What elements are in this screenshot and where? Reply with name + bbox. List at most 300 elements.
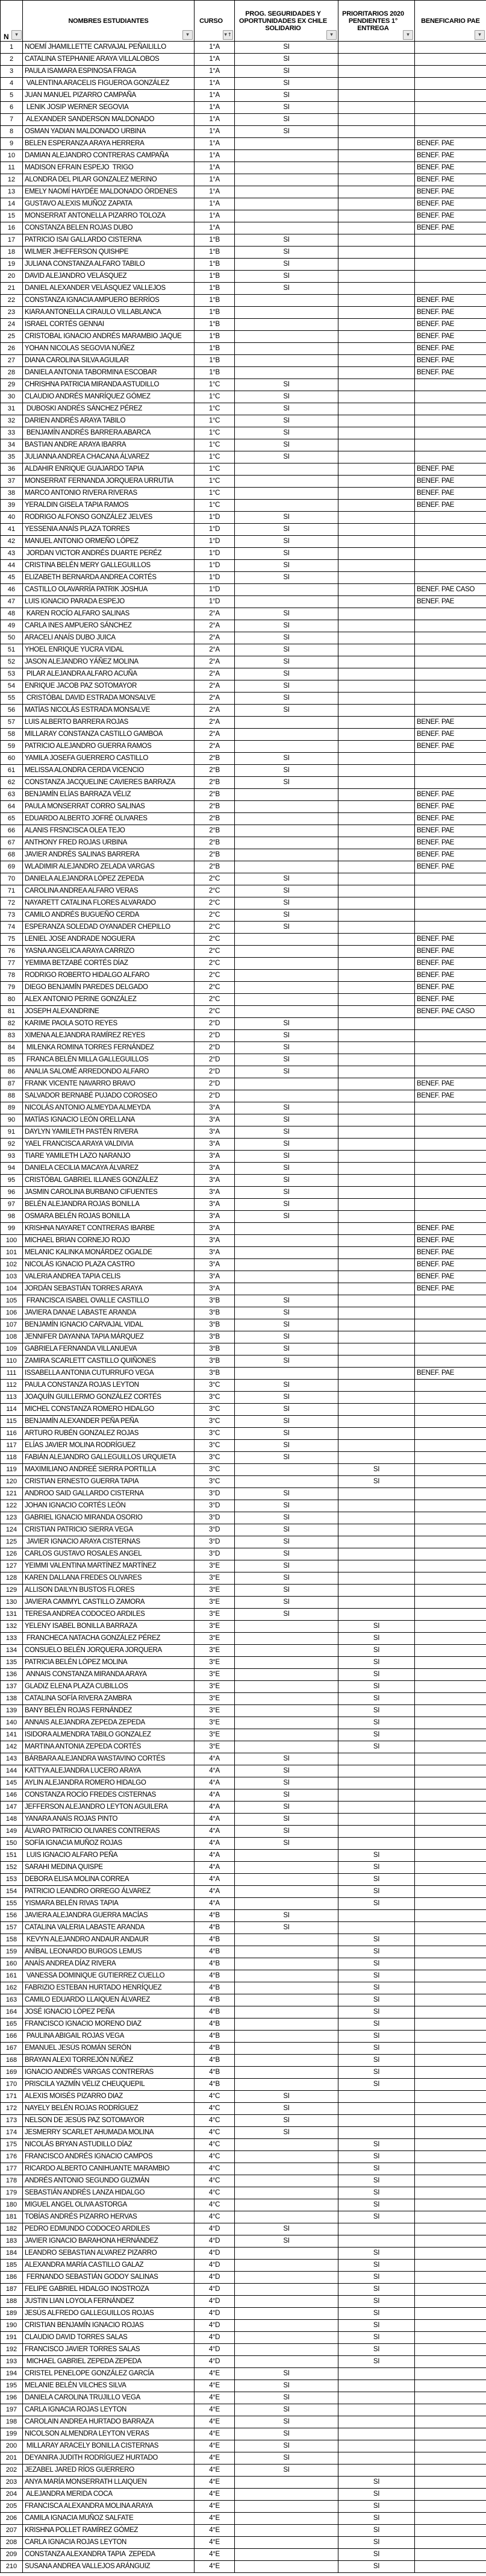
- row-number-cell[interactable]: 73: [1, 909, 23, 922]
- beneficiario-pae-cell[interactable]: [415, 1753, 486, 1765]
- curso-cell[interactable]: 3°E: [195, 1669, 235, 1681]
- curso-cell[interactable]: 4°E: [195, 2416, 235, 2428]
- beneficiario-pae-cell[interactable]: [415, 1958, 486, 1970]
- student-name-cell[interactable]: YHOEL ENRIQUE YUCRA VIDAL: [23, 644, 195, 656]
- prog-solidario-cell[interactable]: [235, 2537, 338, 2549]
- curso-cell[interactable]: 3°D: [195, 1512, 235, 1524]
- row-number-cell[interactable]: 175: [1, 2139, 23, 2151]
- prog-solidario-cell[interactable]: SI: [235, 2380, 338, 2392]
- beneficiario-pae-cell[interactable]: [415, 2440, 486, 2452]
- prioritarios-cell[interactable]: [338, 343, 415, 355]
- prog-solidario-cell[interactable]: SI: [235, 2235, 338, 2248]
- prog-solidario-cell[interactable]: [235, 1090, 338, 1102]
- beneficiario-pae-cell[interactable]: [415, 1970, 486, 1982]
- prioritarios-cell[interactable]: [338, 693, 415, 705]
- prog-solidario-cell[interactable]: SI: [235, 2440, 338, 2452]
- student-name-cell[interactable]: BELEN ESPERANZA ARAYA HERRERA: [23, 138, 195, 150]
- student-name-cell[interactable]: JAVIER IGNACIO ARAYA CISTERNAS: [23, 1536, 195, 1548]
- student-name-cell[interactable]: FRANCISCA ISABEL OVALLE CASTILLO: [23, 1295, 195, 1307]
- student-name-cell[interactable]: OSMAN YADIAN MALDONADO URBINA: [23, 126, 195, 138]
- student-name-cell[interactable]: YELENY ISABEL BONILLA BARRAZA: [23, 1621, 195, 1633]
- student-name-cell[interactable]: KAREN ROCÍO ALFARO SALINAS: [23, 608, 195, 620]
- row-number-cell[interactable]: 185: [1, 2260, 23, 2272]
- prioritarios-cell[interactable]: SI: [338, 2260, 415, 2272]
- student-name-cell[interactable]: CARLA INES AMPUERO SÁNCHEZ: [23, 620, 195, 632]
- row-number-cell[interactable]: 121: [1, 1488, 23, 1500]
- row-number-cell[interactable]: 19: [1, 259, 23, 271]
- student-name-cell[interactable]: CAROLINA ANDREA ALFARO VERAS: [23, 885, 195, 897]
- row-number-cell[interactable]: 135: [1, 1657, 23, 1669]
- student-name-cell[interactable]: ANDROO SAID GALLARDO CISTERNA: [23, 1488, 195, 1500]
- row-number-cell[interactable]: 128: [1, 1572, 23, 1585]
- beneficiario-pae-cell[interactable]: BENEF. PAE: [415, 367, 486, 379]
- row-number-cell[interactable]: 11: [1, 162, 23, 174]
- curso-cell[interactable]: 1°A: [195, 78, 235, 90]
- prog-solidario-cell[interactable]: SI: [235, 427, 338, 439]
- curso-cell[interactable]: 4°D: [195, 2320, 235, 2332]
- prioritarios-cell[interactable]: [338, 54, 415, 66]
- student-name-cell[interactable]: JAVIER IGNACIO BARAHONA HERNÁNDEZ: [23, 2235, 195, 2248]
- curso-cell[interactable]: 4°E: [195, 2525, 235, 2537]
- prog-solidario-cell[interactable]: SI: [235, 512, 338, 524]
- curso-sort-filter-button[interactable]: ▾ ↑: [223, 30, 233, 40]
- curso-cell[interactable]: 4°C: [195, 2115, 235, 2127]
- curso-cell[interactable]: 1°C: [195, 415, 235, 427]
- student-name-cell[interactable]: MILLARAY CONSTANZA CASTILLO GAMBOA: [23, 729, 195, 741]
- row-number-cell[interactable]: 115: [1, 1416, 23, 1428]
- prog-solidario-cell[interactable]: SI: [235, 2392, 338, 2404]
- curso-cell[interactable]: 4°E: [195, 2501, 235, 2513]
- row-number-cell[interactable]: 173: [1, 2115, 23, 2127]
- prog-solidario-cell[interactable]: SI: [235, 1753, 338, 1765]
- student-name-cell[interactable]: CATALINA STEPHANIE ARAYA VILLALOBOS: [23, 54, 195, 66]
- student-name-cell[interactable]: CRISTIAN ERNESTO GUERRA TAPIA: [23, 1476, 195, 1488]
- beneficiario-pae-cell[interactable]: [415, 1440, 486, 1452]
- row-number-cell[interactable]: 71: [1, 885, 23, 897]
- curso-cell[interactable]: 3°A: [195, 1151, 235, 1163]
- beneficiario-pae-cell[interactable]: [415, 1139, 486, 1151]
- beneficiario-pae-cell[interactable]: BENEF. PAE: [415, 222, 486, 234]
- beneficiario-pae-cell[interactable]: BENEF. PAE: [415, 343, 486, 355]
- student-name-cell[interactable]: WLADIMIR ALEJANDRO ZELADA VARGAS: [23, 861, 195, 873]
- row-number-cell[interactable]: 172: [1, 2103, 23, 2115]
- prog-solidario-cell[interactable]: [235, 2079, 338, 2091]
- student-name-cell[interactable]: DANIELA CECILIA MACAYA ÁLVAREZ: [23, 1163, 195, 1175]
- curso-cell[interactable]: 2°A: [195, 632, 235, 644]
- prioritarios-cell[interactable]: [338, 1765, 415, 1777]
- beneficiario-pae-cell[interactable]: [415, 2296, 486, 2308]
- prog-solidario-cell[interactable]: [235, 1693, 338, 1705]
- prioritarios-cell[interactable]: [338, 982, 415, 994]
- prioritarios-cell[interactable]: [338, 1488, 415, 1500]
- student-name-cell[interactable]: YANARA ANAÍS ROJAS PINTO: [23, 1814, 195, 1826]
- student-name-cell[interactable]: ALANIS FRSNCISCA OLEA TEJO: [23, 825, 195, 837]
- row-number-cell[interactable]: 49: [1, 620, 23, 632]
- curso-cell[interactable]: 2°C: [195, 909, 235, 922]
- curso-cell[interactable]: 1°C: [195, 379, 235, 391]
- student-name-cell[interactable]: MATÍAS IGNACIO LEÓN ORELLANA: [23, 1114, 195, 1126]
- student-name-cell[interactable]: DANIELA CAROLINA TRUJILLO VEGA: [23, 2392, 195, 2404]
- student-name-cell[interactable]: KATTYA ALEJANDRA LUCERO ARAYA: [23, 1765, 195, 1777]
- prioritarios-cell[interactable]: [338, 415, 415, 427]
- curso-cell[interactable]: 4°E: [195, 2428, 235, 2440]
- curso-cell[interactable]: 2°C: [195, 885, 235, 897]
- student-name-cell[interactable]: SUSANA ANDREA VALLEJOS ARÁNGUIZ: [23, 2561, 195, 2573]
- row-number-cell[interactable]: 33: [1, 427, 23, 439]
- student-name-cell[interactable]: DAMIAN ALEJANDRO CONTRERAS CAMPAÑA: [23, 150, 195, 162]
- curso-cell[interactable]: 1°A: [195, 126, 235, 138]
- beneficiario-pae-cell[interactable]: [415, 1838, 486, 1850]
- row-number-cell[interactable]: 191: [1, 2332, 23, 2344]
- student-name-cell[interactable]: MICHAEL GABRIEL ZEPEDA ZEPEDA: [23, 2356, 195, 2368]
- beneficiario-pae-cell[interactable]: [415, 2103, 486, 2115]
- beneficiario-pae-cell[interactable]: [415, 632, 486, 644]
- student-name-cell[interactable]: DAYLYN YAMILETH PASTÉN RIVERA: [23, 1126, 195, 1139]
- prioritarios-cell[interactable]: [338, 186, 415, 198]
- row-number-cell[interactable]: 116: [1, 1428, 23, 1440]
- prog-solidario-cell[interactable]: SI: [235, 126, 338, 138]
- prioritarios-cell[interactable]: [338, 1343, 415, 1356]
- beneficiario-pae-cell[interactable]: [415, 2525, 486, 2537]
- curso-cell[interactable]: 3°B: [195, 1319, 235, 1331]
- prioritarios-cell[interactable]: SI: [338, 2187, 415, 2199]
- prioritarios-cell[interactable]: [338, 367, 415, 379]
- curso-cell[interactable]: 2°A: [195, 693, 235, 705]
- row-number-cell[interactable]: 122: [1, 1500, 23, 1512]
- prog-solidario-cell[interactable]: [235, 2175, 338, 2187]
- row-number-cell[interactable]: 48: [1, 608, 23, 620]
- row-number-cell[interactable]: 125: [1, 1536, 23, 1548]
- beneficiario-pae-cell[interactable]: [415, 897, 486, 909]
- row-number-cell[interactable]: 156: [1, 1910, 23, 1922]
- beneficiario-pae-cell[interactable]: [415, 1042, 486, 1054]
- prog-solidario-cell[interactable]: SI: [235, 1814, 338, 1826]
- student-name-cell[interactable]: SARAHI MEDINA QUISPE: [23, 1862, 195, 1874]
- row-number-cell[interactable]: 198: [1, 2416, 23, 2428]
- student-name-cell[interactable]: ARTURO RUBÉN GONZALEZ ROJAS: [23, 1428, 195, 1440]
- row-number-cell[interactable]: 170: [1, 2079, 23, 2091]
- student-name-cell[interactable]: ALEJANDRA MERIDA COCA: [23, 2489, 195, 2501]
- beneficiario-pae-cell[interactable]: [415, 2272, 486, 2284]
- student-name-cell[interactable]: FRANCA BELÉN MILLA GALLEGUILLOS: [23, 1054, 195, 1066]
- student-name-cell[interactable]: RODRIGO ALFONSO GONZÁLEZ JELVES: [23, 512, 195, 524]
- curso-cell[interactable]: 2°C: [195, 970, 235, 982]
- student-name-cell[interactable]: DANIEL ALEXANDER VELÁSQUEZ VALLEJOS: [23, 283, 195, 295]
- row-number-cell[interactable]: 16: [1, 222, 23, 234]
- prioritarios-cell[interactable]: [338, 922, 415, 934]
- prog-solidario-cell[interactable]: [235, 367, 338, 379]
- curso-cell[interactable]: 4°A: [195, 1826, 235, 1838]
- row-number-cell[interactable]: 88: [1, 1090, 23, 1102]
- prog-solidario-cell[interactable]: SI: [235, 114, 338, 126]
- row-number-cell[interactable]: 83: [1, 1030, 23, 1042]
- student-name-cell[interactable]: KEVYN ALEJANDRO ANDAUR ANDAUR: [23, 1934, 195, 1946]
- prog-solidario-cell[interactable]: [235, 2199, 338, 2211]
- beneficiario-pae-cell[interactable]: [415, 2380, 486, 2392]
- student-name-cell[interactable]: JULIANA CONSTANZA ALFARO TABILO: [23, 259, 195, 271]
- beneficiario-pae-cell[interactable]: BENEF. PAE: [415, 801, 486, 813]
- prioritarios-cell[interactable]: [338, 2223, 415, 2235]
- row-number-cell[interactable]: 75: [1, 934, 23, 946]
- prioritarios-cell[interactable]: [338, 150, 415, 162]
- prog-solidario-cell[interactable]: SI: [235, 1488, 338, 1500]
- curso-cell[interactable]: 2°B: [195, 753, 235, 765]
- prog-solidario-cell[interactable]: [235, 958, 338, 970]
- prog-solidario-cell[interactable]: [235, 837, 338, 849]
- curso-cell[interactable]: 1°B: [195, 307, 235, 319]
- curso-cell[interactable]: 1°D: [195, 596, 235, 608]
- prioritarios-cell[interactable]: [338, 78, 415, 90]
- student-name-cell[interactable]: GUSTAVO ALEXIS MUÑOZ ZAPATA: [23, 198, 195, 210]
- prioritarios-cell[interactable]: [338, 1114, 415, 1126]
- student-name-cell[interactable]: SEBASTIÁN ANDRÉS LANZA HIDALGO: [23, 2187, 195, 2199]
- curso-cell[interactable]: 1°A: [195, 186, 235, 198]
- prog-solidario-cell[interactable]: SI: [235, 1054, 338, 1066]
- prioritarios-cell[interactable]: [338, 2392, 415, 2404]
- prioritarios-cell[interactable]: [338, 861, 415, 873]
- prog-solidario-cell[interactable]: SI: [235, 909, 338, 922]
- prioritarios-cell[interactable]: [338, 1066, 415, 1078]
- prioritarios-cell[interactable]: SI: [338, 1693, 415, 1705]
- curso-cell[interactable]: 2°C: [195, 946, 235, 958]
- prioritarios-cell[interactable]: [338, 1139, 415, 1151]
- curso-cell[interactable]: 4°E: [195, 2561, 235, 2573]
- prog-solidario-cell[interactable]: SI: [235, 439, 338, 451]
- curso-cell[interactable]: 1°C: [195, 476, 235, 488]
- curso-cell[interactable]: 4°E: [195, 2537, 235, 2549]
- beneficiario-pae-cell[interactable]: [415, 271, 486, 283]
- beneficiario-pae-cell[interactable]: BENEF. PAE: [415, 319, 486, 331]
- student-name-cell[interactable]: MICHAEL BRIAN CORNEJO ROJO: [23, 1235, 195, 1247]
- row-number-cell[interactable]: 165: [1, 2018, 23, 2031]
- prog-solidario-cell[interactable]: [235, 2561, 338, 2573]
- beneficiario-pae-cell[interactable]: [415, 536, 486, 548]
- row-number-cell[interactable]: 26: [1, 343, 23, 355]
- prog-solidario-cell[interactable]: SI: [235, 620, 338, 632]
- beneficiario-pae-cell[interactable]: [415, 391, 486, 403]
- row-number-cell[interactable]: 93: [1, 1151, 23, 1163]
- prioritarios-cell[interactable]: SI: [338, 1958, 415, 1970]
- curso-cell[interactable]: 3°E: [195, 1572, 235, 1585]
- curso-cell[interactable]: 3°B: [195, 1343, 235, 1356]
- curso-cell[interactable]: 4°C: [195, 2103, 235, 2115]
- curso-cell[interactable]: 3°D: [195, 1488, 235, 1500]
- prog-solidario-cell[interactable]: SI: [235, 54, 338, 66]
- curso-cell[interactable]: 2°D: [195, 1066, 235, 1078]
- beneficiario-pae-cell[interactable]: [415, 283, 486, 295]
- row-number-cell[interactable]: 44: [1, 560, 23, 572]
- prog-solidario-cell[interactable]: SI: [235, 777, 338, 789]
- prog-solidario-cell[interactable]: SI: [235, 451, 338, 463]
- student-name-cell[interactable]: FERNANDO SEBASTIÁN GODOY SALINAS: [23, 2272, 195, 2284]
- prioritarios-cell[interactable]: SI: [338, 1657, 415, 1669]
- student-name-cell[interactable]: PATRICIO ALEJANDRO GUERRA RAMOS: [23, 741, 195, 753]
- curso-cell[interactable]: 3°E: [195, 1633, 235, 1645]
- prog-solidario-cell[interactable]: SI: [235, 1163, 338, 1175]
- prioritarios-cell[interactable]: [338, 2440, 415, 2452]
- prioritarios-cell[interactable]: [338, 403, 415, 415]
- prioritarios-cell[interactable]: [338, 1753, 415, 1765]
- student-name-cell[interactable]: PEDRO EDMUNDO CODOCEO ARDILES: [23, 2223, 195, 2235]
- student-name-cell[interactable]: GLADIZ ELENA PLAZA CUBILLOS: [23, 1681, 195, 1693]
- row-number-cell[interactable]: 42: [1, 536, 23, 548]
- student-name-cell[interactable]: BENJAMÍN ELÍAS BARRAZA VÉLIZ: [23, 789, 195, 801]
- student-name-cell[interactable]: CONSTANZA JACQUELINE CAVIERES BARRAZA: [23, 777, 195, 789]
- prioritarios-cell[interactable]: [338, 307, 415, 319]
- student-name-cell[interactable]: ALEX ANTONIO PERINE GONZÁLEZ: [23, 994, 195, 1006]
- prioritarios-cell[interactable]: [338, 247, 415, 259]
- prioritarios-cell[interactable]: [338, 1585, 415, 1597]
- beneficiario-pae-cell[interactable]: [415, 1018, 486, 1030]
- student-name-cell[interactable]: CRISTINA BELÉN MERY GALLEGUILLOS: [23, 560, 195, 572]
- curso-cell[interactable]: 2°B: [195, 801, 235, 813]
- prioritarios-cell[interactable]: [338, 1223, 415, 1235]
- row-number-cell[interactable]: 89: [1, 1102, 23, 1114]
- row-number-cell[interactable]: 103: [1, 1271, 23, 1283]
- curso-cell[interactable]: 4°A: [195, 1874, 235, 1886]
- prioritarios-cell[interactable]: [338, 1271, 415, 1283]
- row-number-cell[interactable]: 195: [1, 2380, 23, 2392]
- prioritarios-cell[interactable]: [338, 1102, 415, 1114]
- student-name-cell[interactable]: CARLA IGNACIA ROJAS LEYTON: [23, 2404, 195, 2416]
- prog-solidario-cell[interactable]: [235, 1645, 338, 1657]
- curso-cell[interactable]: 3°A: [195, 1102, 235, 1114]
- row-number-cell[interactable]: 127: [1, 1560, 23, 1572]
- row-number-cell[interactable]: 140: [1, 1717, 23, 1729]
- row-number-cell[interactable]: 187: [1, 2284, 23, 2296]
- prog-solidario-cell[interactable]: [235, 343, 338, 355]
- curso-cell[interactable]: 4°B: [195, 2043, 235, 2055]
- curso-cell[interactable]: 3°C: [195, 1464, 235, 1476]
- row-number-cell[interactable]: 18: [1, 247, 23, 259]
- student-name-cell[interactable]: BÁRBARA ALEJANDRA WASTAVINO CORTÉS: [23, 1753, 195, 1765]
- curso-cell[interactable]: 3°A: [195, 1114, 235, 1126]
- curso-cell[interactable]: 3°C: [195, 1476, 235, 1488]
- prioritarios-cell[interactable]: SI: [338, 2284, 415, 2296]
- row-number-cell[interactable]: 5: [1, 90, 23, 102]
- prioritarios-cell[interactable]: [338, 1175, 415, 1187]
- prioritarios-cell[interactable]: SI: [338, 2018, 415, 2031]
- curso-cell[interactable]: 2°D: [195, 1054, 235, 1066]
- prioritarios-cell[interactable]: [338, 777, 415, 789]
- prog-solidario-cell[interactable]: [235, 2139, 338, 2151]
- student-name-cell[interactable]: NOEMÍ JHAMILLETTE CARVAJAL PEÑAILILLO: [23, 42, 195, 54]
- beneficiario-pae-cell[interactable]: [415, 1994, 486, 2006]
- student-name-cell[interactable]: JEFFERSON ALEJANDRO LEYTON AGUILERA: [23, 1802, 195, 1814]
- student-name-cell[interactable]: OSMARA BELÉN ROJAS BONILLA: [23, 1211, 195, 1223]
- row-number-cell[interactable]: 112: [1, 1380, 23, 1392]
- row-number-cell[interactable]: 90: [1, 1114, 23, 1126]
- beneficiario-pae-cell[interactable]: BENEF. PAE: [415, 861, 486, 873]
- student-name-cell[interactable]: YISMARA BELÉN RIVAS TAPIA: [23, 1898, 195, 1910]
- row-number-cell[interactable]: 30: [1, 391, 23, 403]
- curso-cell[interactable]: 1°A: [195, 222, 235, 234]
- beneficiario-pae-cell[interactable]: [415, 922, 486, 934]
- prog-solidario-cell[interactable]: SI: [235, 2115, 338, 2127]
- row-number-cell[interactable]: 104: [1, 1283, 23, 1295]
- student-name-cell[interactable]: DIEGO BENJAMÍN PAREDES DELGADO: [23, 982, 195, 994]
- prioritarios-cell[interactable]: SI: [338, 2549, 415, 2561]
- curso-cell[interactable]: 2°B: [195, 813, 235, 825]
- beneficiario-pae-cell[interactable]: [415, 1500, 486, 1512]
- student-name-cell[interactable]: JUSTIN LIAN LOYOLA FERNÁNDEZ: [23, 2296, 195, 2308]
- beneficiario-pae-cell[interactable]: [415, 705, 486, 717]
- student-name-cell[interactable]: ÁLVARO PATRICIO OLIVARES CONTRERAS: [23, 1826, 195, 1838]
- prioritarios-cell[interactable]: [338, 476, 415, 488]
- student-name-cell[interactable]: PILAR ALEJANDRA ALFARO ACUÑA: [23, 668, 195, 680]
- row-number-cell[interactable]: 158: [1, 1934, 23, 1946]
- curso-cell[interactable]: 3°E: [195, 1621, 235, 1633]
- prog-solidario-cell[interactable]: SI: [235, 1066, 338, 1078]
- beneficiario-pae-cell[interactable]: BENEF. PAE: [415, 1271, 486, 1283]
- student-name-cell[interactable]: MONSERRAT FERNANDA JORQUERA URRUTIA: [23, 476, 195, 488]
- prioritarios-cell[interactable]: [338, 1512, 415, 1524]
- row-number-cell[interactable]: 85: [1, 1054, 23, 1066]
- prioritarios-cell[interactable]: SI: [338, 2308, 415, 2320]
- beneficiario-pae-cell[interactable]: [415, 42, 486, 54]
- student-name-cell[interactable]: CRISTIAN PATRICIO SIERRA VEGA: [23, 1524, 195, 1536]
- beneficiario-pae-cell[interactable]: BENEF. PAE CASO: [415, 1006, 486, 1018]
- student-name-cell[interactable]: JOSÉ IGNACIO LÓPEZ PEÑA: [23, 2006, 195, 2018]
- student-name-cell[interactable]: FELIPE GABRIEL HIDALGO INOSTROZA: [23, 2284, 195, 2296]
- student-name-cell[interactable]: DIANA CAROLINA SILVA AGUILAR: [23, 355, 195, 367]
- beneficiario-pae-cell[interactable]: BENEF. PAE: [415, 186, 486, 198]
- prog-solidario-cell[interactable]: SI: [235, 1319, 338, 1331]
- prog-solidario-cell[interactable]: [235, 2211, 338, 2223]
- row-number-cell[interactable]: 22: [1, 295, 23, 307]
- student-name-cell[interactable]: BENJAMÍN ANDRÉS BARRERA ABARCA: [23, 427, 195, 439]
- prioritarios-cell[interactable]: SI: [338, 1898, 415, 1910]
- row-number-cell[interactable]: 2: [1, 54, 23, 66]
- prioritarios-cell[interactable]: [338, 379, 415, 391]
- curso-cell[interactable]: 2°A: [195, 717, 235, 729]
- prioritarios-cell[interactable]: [338, 958, 415, 970]
- prog-solidario-cell[interactable]: SI: [235, 2416, 338, 2428]
- prioritarios-cell[interactable]: SI: [338, 1621, 415, 1633]
- prog-solidario-cell[interactable]: [235, 1247, 338, 1259]
- prog-solidario-cell[interactable]: SI: [235, 668, 338, 680]
- prioritarios-cell[interactable]: [338, 1163, 415, 1175]
- prog-solidario-cell[interactable]: SI: [235, 572, 338, 584]
- beneficiario-pae-cell[interactable]: [415, 1488, 486, 1500]
- beneficiario-pae-cell[interactable]: [415, 1524, 486, 1536]
- row-number-cell[interactable]: 176: [1, 2151, 23, 2163]
- row-number-cell[interactable]: 98: [1, 1211, 23, 1223]
- row-number-cell[interactable]: 40: [1, 512, 23, 524]
- prog-solidario-cell[interactable]: [235, 741, 338, 753]
- beneficiario-pae-cell[interactable]: [415, 560, 486, 572]
- prog-solidario-cell[interactable]: SI: [235, 1126, 338, 1139]
- beneficiario-pae-cell[interactable]: BENEF. PAE: [415, 476, 486, 488]
- student-name-cell[interactable]: TERESA ANDREA CODOCEO ARDILES: [23, 1609, 195, 1621]
- prog-solidario-cell[interactable]: SI: [235, 1404, 338, 1416]
- prog-solidario-cell[interactable]: [235, 2513, 338, 2525]
- row-number-cell[interactable]: 159: [1, 1946, 23, 1958]
- prog-solidario-cell[interactable]: SI: [235, 693, 338, 705]
- student-name-cell[interactable]: DEYANIRA JUDITH RODRÍGUEZ HURTADO: [23, 2452, 195, 2464]
- beneficiario-pae-cell[interactable]: [415, 1814, 486, 1826]
- beneficiario-pae-cell[interactable]: [415, 765, 486, 777]
- beneficiario-pae-cell[interactable]: [415, 2175, 486, 2187]
- row-number-cell[interactable]: 82: [1, 1018, 23, 1030]
- curso-cell[interactable]: 1°C: [195, 451, 235, 463]
- beneficiario-pae-cell[interactable]: [415, 2223, 486, 2235]
- row-number-cell[interactable]: 160: [1, 1958, 23, 1970]
- curso-cell[interactable]: 3°C: [195, 1392, 235, 1404]
- beneficiario-pae-cell[interactable]: [415, 1633, 486, 1645]
- row-number-cell[interactable]: 47: [1, 596, 23, 608]
- student-name-cell[interactable]: NICOLSON ALMENDRA LEYTON VERAS: [23, 2428, 195, 2440]
